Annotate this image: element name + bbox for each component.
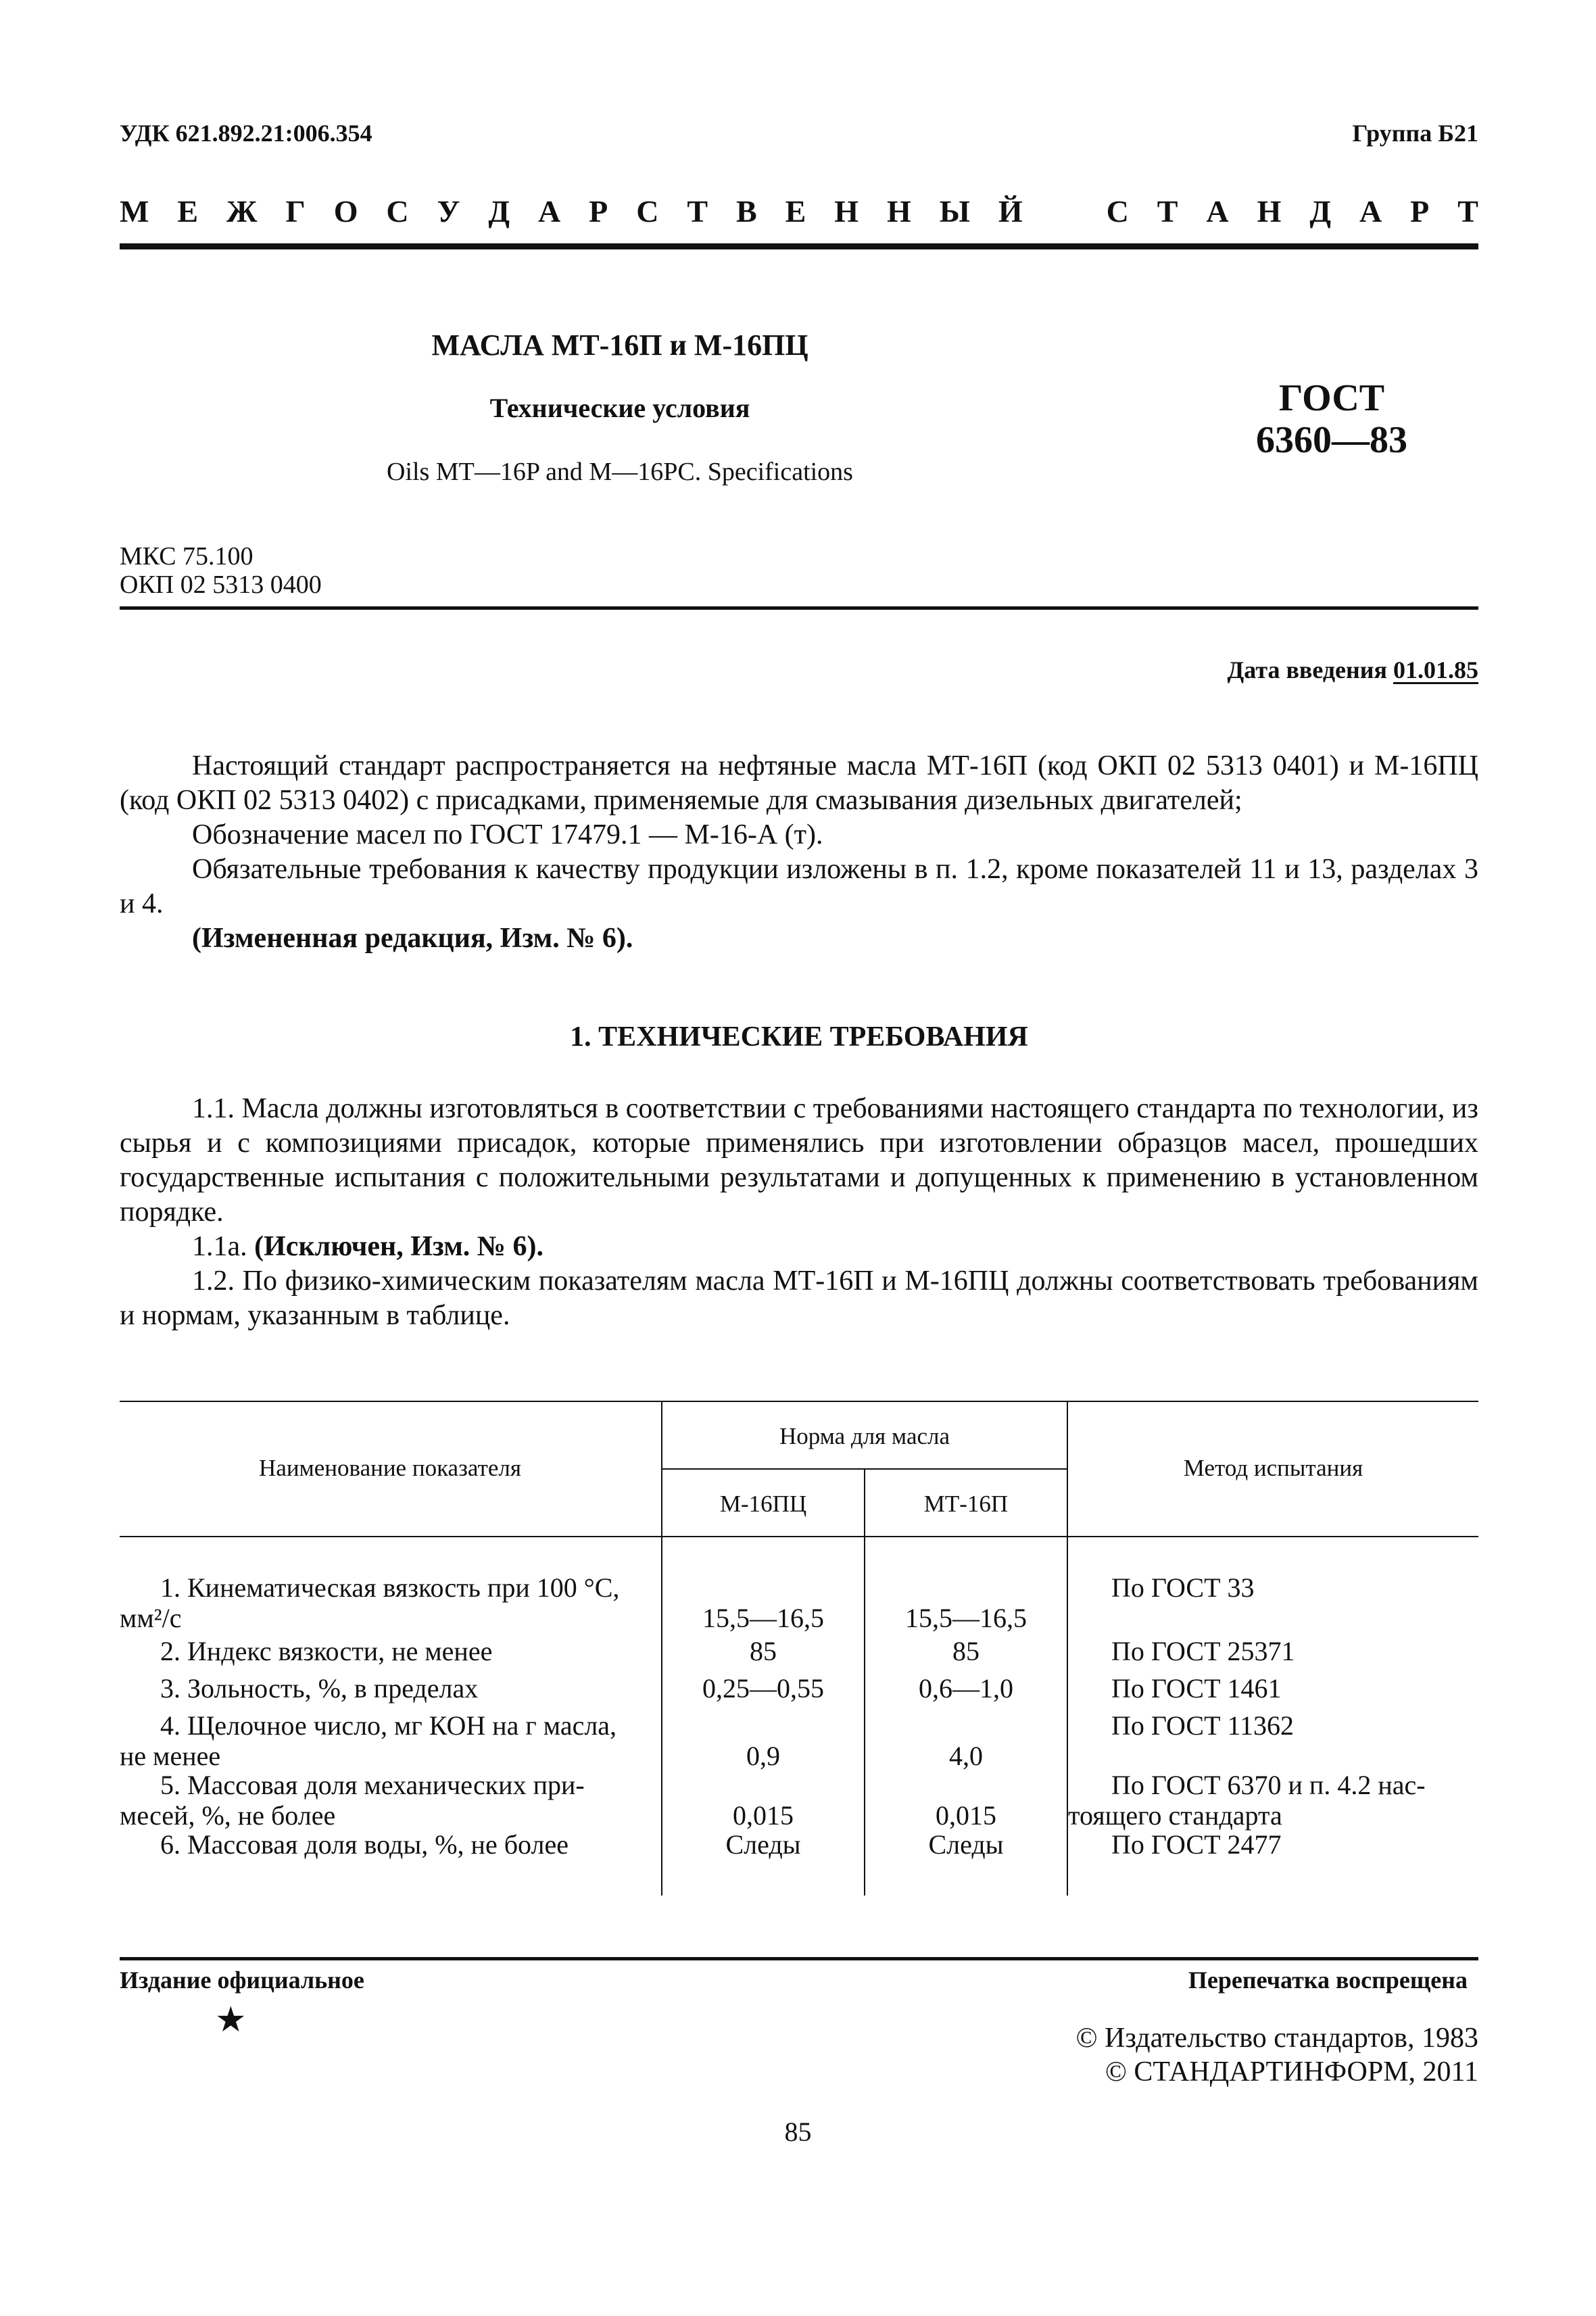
group-code: Группа Б21: [1352, 120, 1478, 147]
indicator-name-cont: месей, %, не более: [120, 1800, 336, 1831]
date-label: Дата введения: [1227, 656, 1387, 683]
banner-letter: А: [1206, 194, 1229, 228]
banner-letter: Н: [887, 194, 911, 228]
indicator-name: 4. Щелочное число, мг КОН на г масла,: [160, 1710, 617, 1741]
introduction-date: [1228, 656, 1479, 684]
mks-code: МКС 75.100: [120, 542, 253, 571]
table-header-rule: [120, 1536, 1478, 1537]
gost-code: 6360—83: [1256, 419, 1407, 461]
header-mt16p: МТ-16П: [923, 1491, 1009, 1517]
banner-letter: Т: [1457, 194, 1478, 228]
english-title: Oils MT—16P and M—16PC. Specifications: [387, 458, 853, 486]
banner-letter: Г: [285, 194, 306, 228]
value-m16pc: Следы: [725, 1829, 801, 1860]
banner-letter: Р: [1410, 194, 1430, 228]
value-m16pc: 0,9: [746, 1741, 780, 1771]
indicator-name-cont: не менее: [120, 1741, 221, 1771]
banner-letter: У: [437, 194, 460, 228]
table-top-rule: [120, 1401, 1478, 1402]
value-m16pc: 0,015: [733, 1800, 794, 1831]
banner-letter: Н: [1257, 194, 1282, 228]
date-value: 01.01.85: [1393, 656, 1478, 683]
banner-letter: С: [636, 194, 659, 228]
banner-letter: Е: [785, 194, 806, 228]
value-m16pc: 0,25—0,55: [702, 1673, 824, 1704]
value-mt16p: 85: [952, 1636, 980, 1666]
indicator-name: 1. Кинематическая вязкость при 100 °С,: [160, 1572, 620, 1603]
classification-codes: [120, 542, 322, 599]
intro-text: [120, 749, 1478, 956]
banner-letter: Р: [589, 194, 608, 228]
gost-label: ГОСТ: [1278, 377, 1385, 419]
value-m16pc: 15,5—16,5: [702, 1603, 824, 1633]
banner-letter: С: [1106, 194, 1129, 228]
indicator-name: 6. Массовая доля воды, %, не более: [160, 1829, 569, 1860]
test-method: По ГОСТ 1461: [1111, 1673, 1282, 1704]
intro-paragraph: Обозначение масел по ГОСТ 17479.1 — М-16-А (т).: [192, 819, 823, 850]
interstate-standard-banner: [120, 193, 1478, 229]
banner-letter: Е: [177, 194, 199, 228]
udk-code: УДК 621.892.21:006.354: [120, 120, 372, 147]
test-method: По ГОСТ 11362: [1111, 1710, 1295, 1741]
gost-number: [1196, 377, 1467, 461]
banner-letter: Т: [687, 194, 708, 228]
official-edition: Издание официальное: [120, 1967, 364, 1994]
document-title: МАСЛА МТ-16П и М-16ПЦ: [431, 329, 808, 362]
copyright-line: © СТАНДАРТИНФОРМ, 2011: [1105, 2056, 1478, 2088]
value-mt16p: 0,6—1,0: [919, 1673, 1013, 1704]
banner-letter: [1051, 193, 1078, 229]
clause-status: (Исключен, Изм. № 6).: [254, 1231, 543, 1262]
intro-paragraph: Обязательные требования к качеству продукции изложены в п. 1.2, кроме показателей 11 и 13, разделах 3 и 4.: [120, 854, 1478, 919]
banner-letter: Д: [1309, 194, 1331, 228]
value-m16pc: 85: [750, 1636, 777, 1666]
banner-letter: Ы: [939, 194, 970, 228]
indicator-name: 5. Массовая доля механических при-: [160, 1770, 585, 1800]
test-method: По ГОСТ 2477: [1111, 1829, 1282, 1860]
amendment-note: (Измененная редакция, Изм. № 6).: [192, 923, 633, 954]
top-rule: [120, 243, 1478, 249]
bottom-rule: [120, 1957, 1478, 1960]
page-number: 85: [784, 2117, 812, 2147]
value-mt16p: 15,5—16,5: [905, 1603, 1027, 1633]
test-method-cont: тоящего стандарта: [1068, 1800, 1282, 1831]
test-method: По ГОСТ 33: [1111, 1572, 1255, 1603]
indicator-name-cont: мм²/с: [120, 1603, 182, 1633]
banner-letter: Н: [834, 194, 859, 228]
clause-1-1a: [120, 1230, 1478, 1264]
clause-1-1: 1.1. Масла должны изготовляться в соответствии с требованиями настоящего стандарта по технологии, из сырья и с композициями присадок, которые применялись при изготовлении образцов масел, прошедших государственные испытания с положительными результатами и допущенных к применению в установленном порядке.: [120, 1093, 1478, 1228]
clause-1-2: 1.2. По физико-химическим показателям масла МТ-16П и М-16ПЦ должны соответствовать требованиям и нормам, указанным в таблице.: [120, 1265, 1478, 1331]
test-method: По ГОСТ 25371: [1111, 1636, 1295, 1666]
middle-rule: [120, 606, 1478, 610]
header-indicator-name: Наименование показателя: [259, 1455, 521, 1481]
copyright-line: © Издательство стандартов, 1983: [1075, 2023, 1478, 2054]
star-icon: ★: [215, 2001, 247, 2040]
banner-letter: А: [537, 194, 561, 228]
reprint-prohibited: Перепечатка воспрещена: [1188, 1967, 1468, 1994]
okp-code: ОКП 02 5313 0400: [120, 571, 322, 599]
section-text: [120, 1092, 1478, 1333]
banner-letter: А: [1359, 194, 1382, 228]
copyright: [1076, 2021, 1478, 2089]
banner-letter: Д: [488, 194, 510, 228]
document-subtitle: Технические условия: [489, 393, 750, 423]
header-test-method: Метод испытания: [1183, 1455, 1363, 1481]
banner-letter: Ж: [226, 194, 258, 228]
value-mt16p: Следы: [928, 1829, 1004, 1860]
clause-number: 1.1а.: [192, 1231, 247, 1262]
header-norm: Норма для масла: [779, 1423, 950, 1449]
value-mt16p: 0,015: [936, 1800, 996, 1831]
header-m16pc: М-16ПЦ: [719, 1491, 807, 1517]
banner-letter: М: [120, 194, 149, 228]
indicator-name: 2. Индекс вязкости, не менее: [160, 1636, 493, 1666]
banner-letter: В: [736, 194, 757, 228]
banner-letter: С: [386, 194, 409, 228]
section-heading: 1. ТЕХНИЧЕСКИЕ ТРЕБОВАНИЯ: [570, 1021, 1028, 1053]
banner-letter: О: [333, 194, 358, 228]
banner-letter: Т: [1157, 194, 1178, 228]
banner-letter: Й: [998, 194, 1023, 228]
value-mt16p: 4,0: [949, 1741, 983, 1771]
intro-paragraph: Настоящий стандарт распространяется на нефтяные масла МТ-16П (код ОКП 02 5313 0401) и М-16ПЦ (код ОКП 02 5313 0402) с присадками, применяемые для смазывания дизельных двигателей;: [120, 750, 1478, 816]
indicator-name: 3. Зольность, %, в пределах: [160, 1673, 479, 1704]
test-method: По ГОСТ 6370 и п. 4.2 нас-: [1111, 1770, 1426, 1800]
